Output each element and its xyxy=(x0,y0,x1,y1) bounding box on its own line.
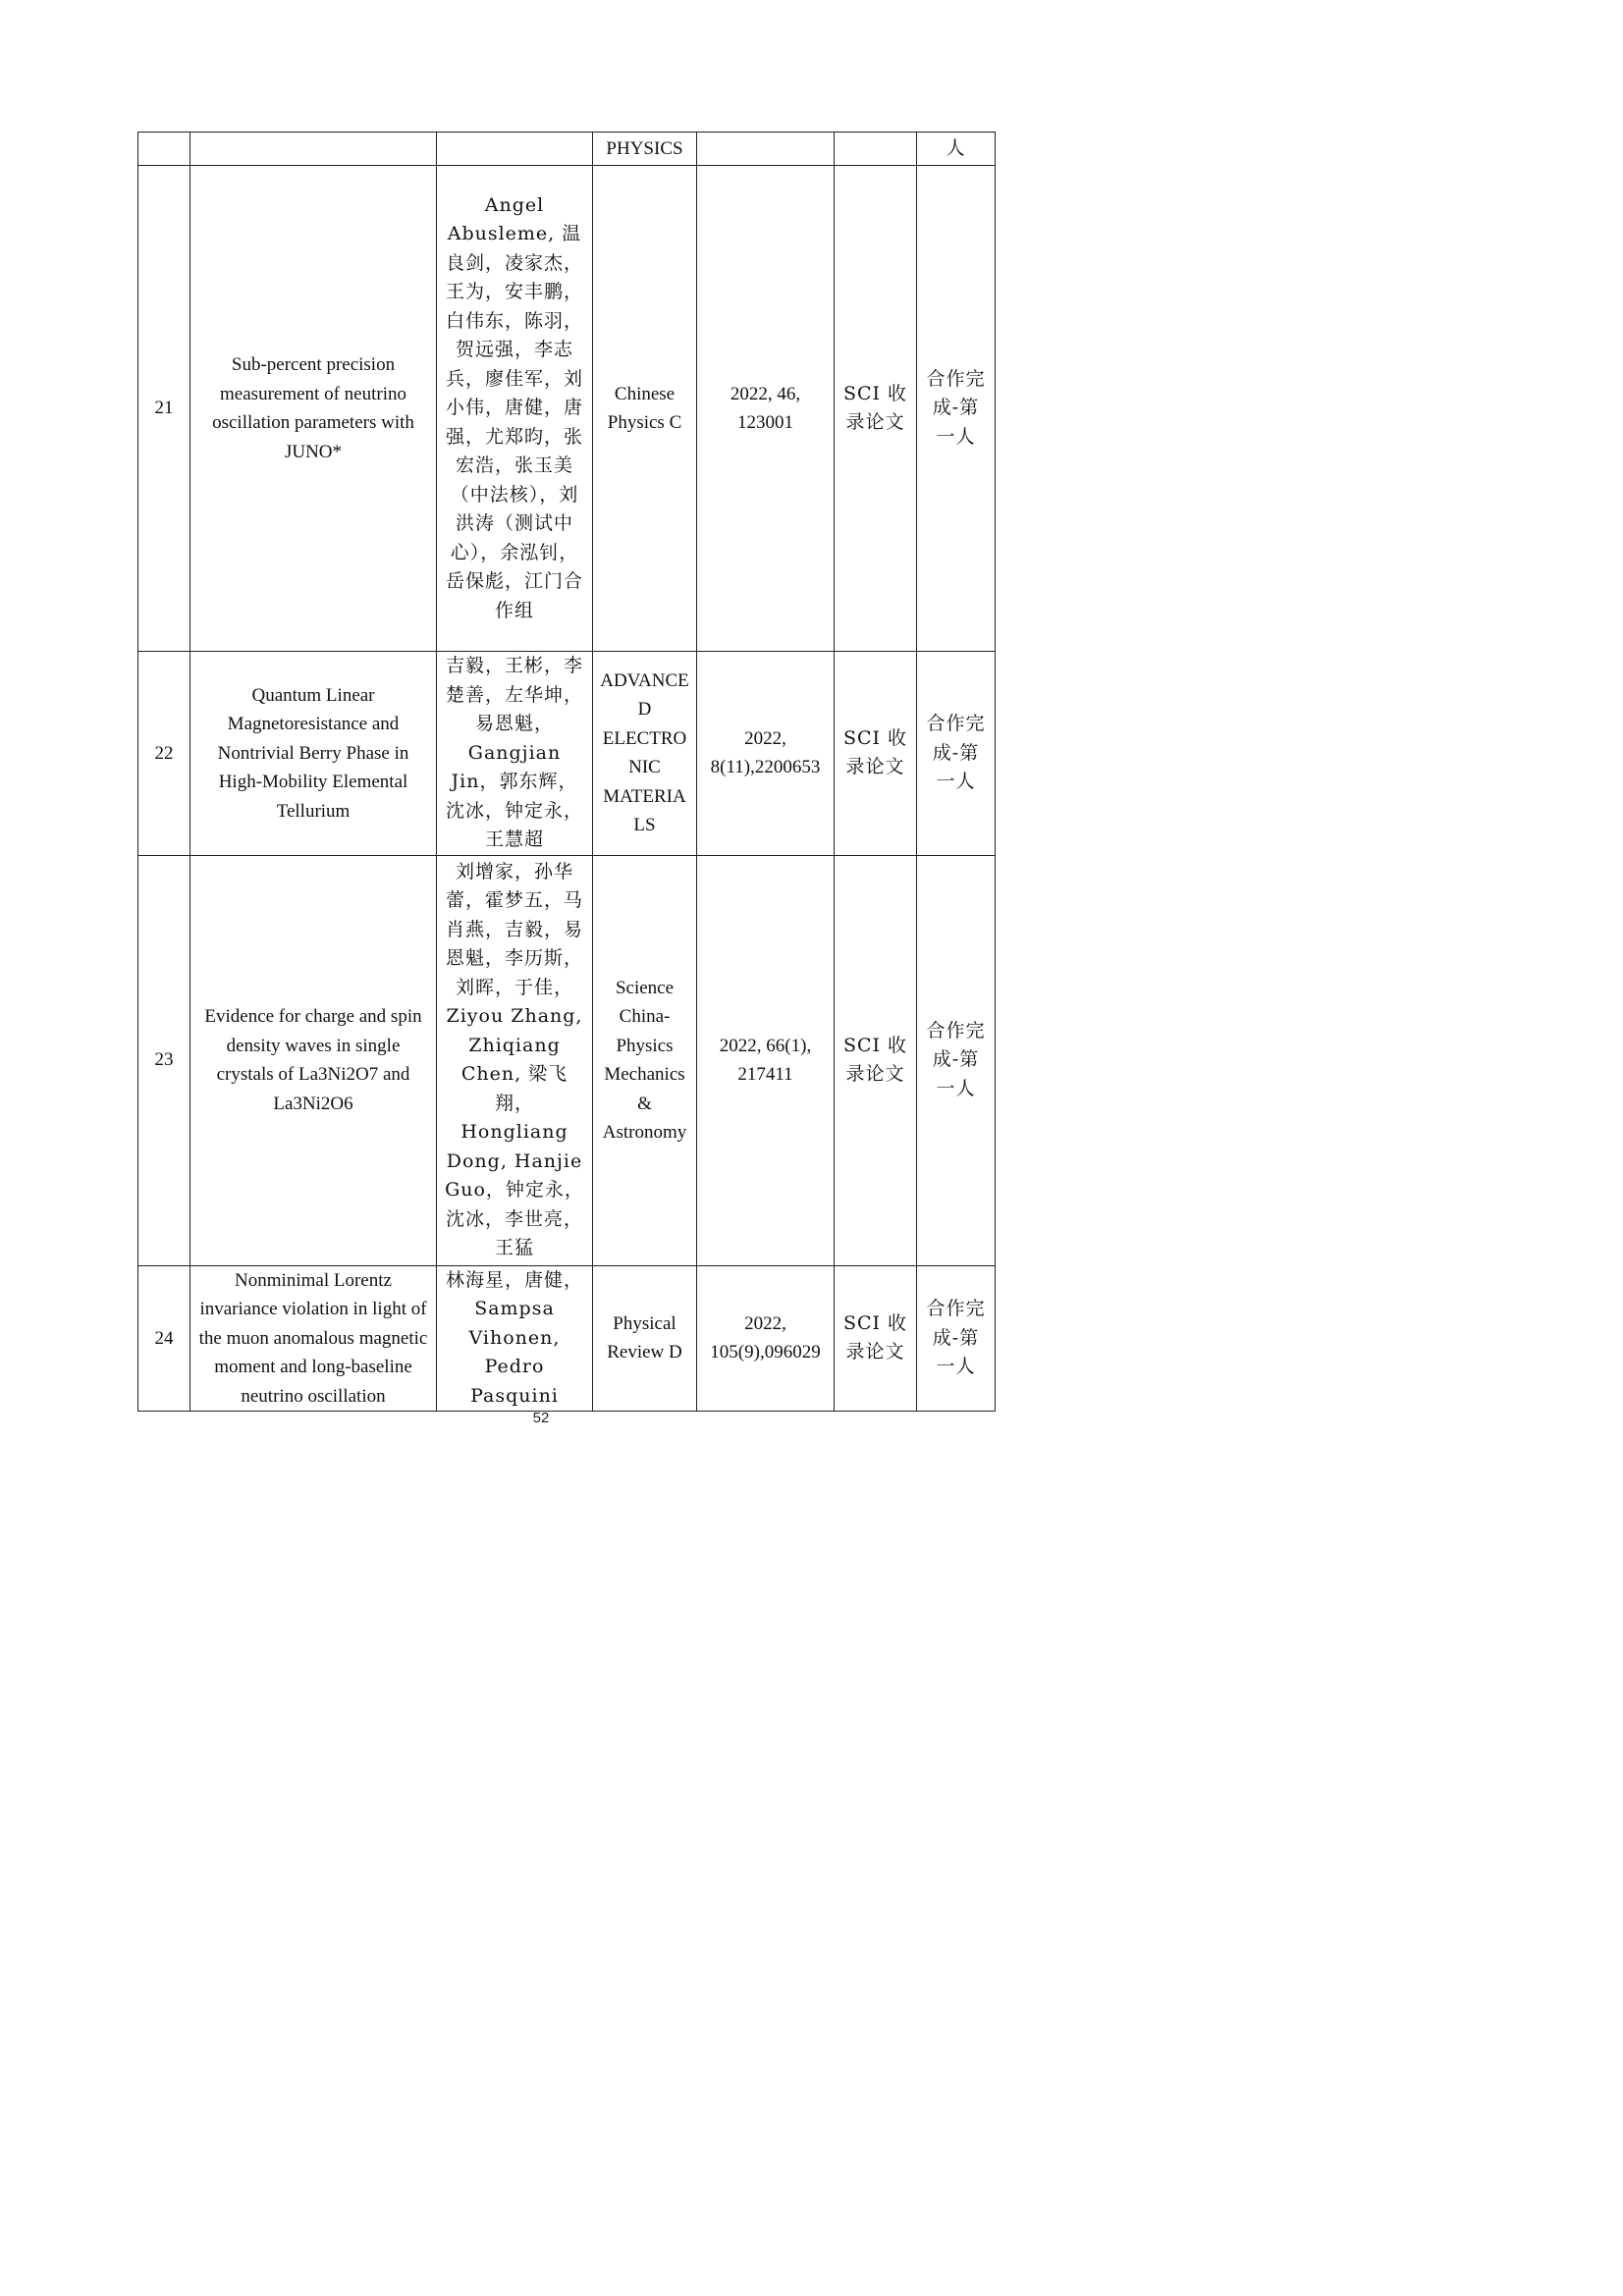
publications-table xyxy=(137,132,996,1412)
page-number: 52 xyxy=(532,1410,550,1426)
cell-role: 人 xyxy=(917,133,996,166)
cell-title: Nonminimal Lorentz invariance violation in light of the muon anomalous magnetic moment and long-baseline neutrino oscillation xyxy=(190,1265,437,1412)
cell-role: 合作完成-第一人 xyxy=(917,855,996,1265)
cell-journal: Chinese Physics C xyxy=(593,166,697,652)
cell-title: Sub-percent precision measurement of neutrino oscillation parameters with JUNO* xyxy=(190,166,437,652)
cell-no: 23 xyxy=(138,855,190,1265)
cell-indexed: SCI 收录论文 xyxy=(835,166,917,652)
cell-no: 22 xyxy=(138,652,190,856)
cell-journal: Physical Review D xyxy=(593,1265,697,1412)
cell-volume: 2022, 105(9),096029 xyxy=(697,1265,835,1412)
table-row-continuation xyxy=(138,133,996,166)
cell-title: Evidence for charge and spin density waves in single crystals of La3Ni2O7 and La3Ni2O6 xyxy=(190,855,437,1265)
cell-indexed: SCI 收录论文 xyxy=(835,1265,917,1412)
cell-indexed: SCI 收录论文 xyxy=(835,652,917,856)
cell-journal: Science China-Physics Mechanics & Astronomy xyxy=(593,855,697,1265)
table-row xyxy=(138,855,996,1265)
cell-no: 24 xyxy=(138,1265,190,1412)
table-row xyxy=(138,166,996,652)
table-row xyxy=(138,652,996,856)
cell-indexed: SCI 收录论文 xyxy=(835,855,917,1265)
cell-no xyxy=(138,133,190,166)
cell-authors: 吉毅，王彬，李楚善，左华坤，易恩魁，Gangjian Jin，郭东辉，沈冰，钟定永，王慧超 xyxy=(437,652,593,856)
cell-volume: 2022, 66(1), 217411 xyxy=(697,855,835,1265)
cell-authors: Angel Abusleme, 温良剑，凌家杰，王为，安丰鹏，白伟东，陈羽，贺远强，李志兵，廖佳军，刘小伟，唐健，唐强，尤郑昀，张宏浩，张玉美（中法核），刘洪涛（测试中心），余泓钊，岳保彪，江门合作组 xyxy=(437,166,593,652)
cell-authors: 林海星，唐健，Sampsa Vihonen, Pedro Pasquini xyxy=(437,1265,593,1412)
table-row xyxy=(138,1265,996,1412)
cell-title xyxy=(190,133,437,166)
cell-role: 合作完成-第一人 xyxy=(917,1265,996,1412)
cell-indexed xyxy=(835,133,917,166)
cell-volume: 2022, 46, 123001 xyxy=(697,166,835,652)
cell-authors: 刘增家，孙华蕾，霍梦五，马肖燕，吉毅，易恩魁，李历斯，刘晖，于佳，Ziyou Zhang, Zhiqiang Chen, 梁飞翔，Hongliang Dong, Hanjie Guo，钟定永，沈冰，李世亮，王猛 xyxy=(437,855,593,1265)
cell-role: 合作完成-第一人 xyxy=(917,166,996,652)
cell-no: 21 xyxy=(138,166,190,652)
cell-volume: 2022, 8(11),2200653 xyxy=(697,652,835,856)
cell-volume xyxy=(697,133,835,166)
cell-role: 合作完成-第一人 xyxy=(917,652,996,856)
cell-journal: PHYSICS xyxy=(593,133,697,166)
cell-journal: ADVANCED ELECTRONIC MATERIALS xyxy=(593,652,697,856)
cell-authors xyxy=(437,133,593,166)
cell-title: Quantum Linear Magnetoresistance and Nontrivial Berry Phase in High-Mobility Elemental Tellurium xyxy=(190,652,437,856)
